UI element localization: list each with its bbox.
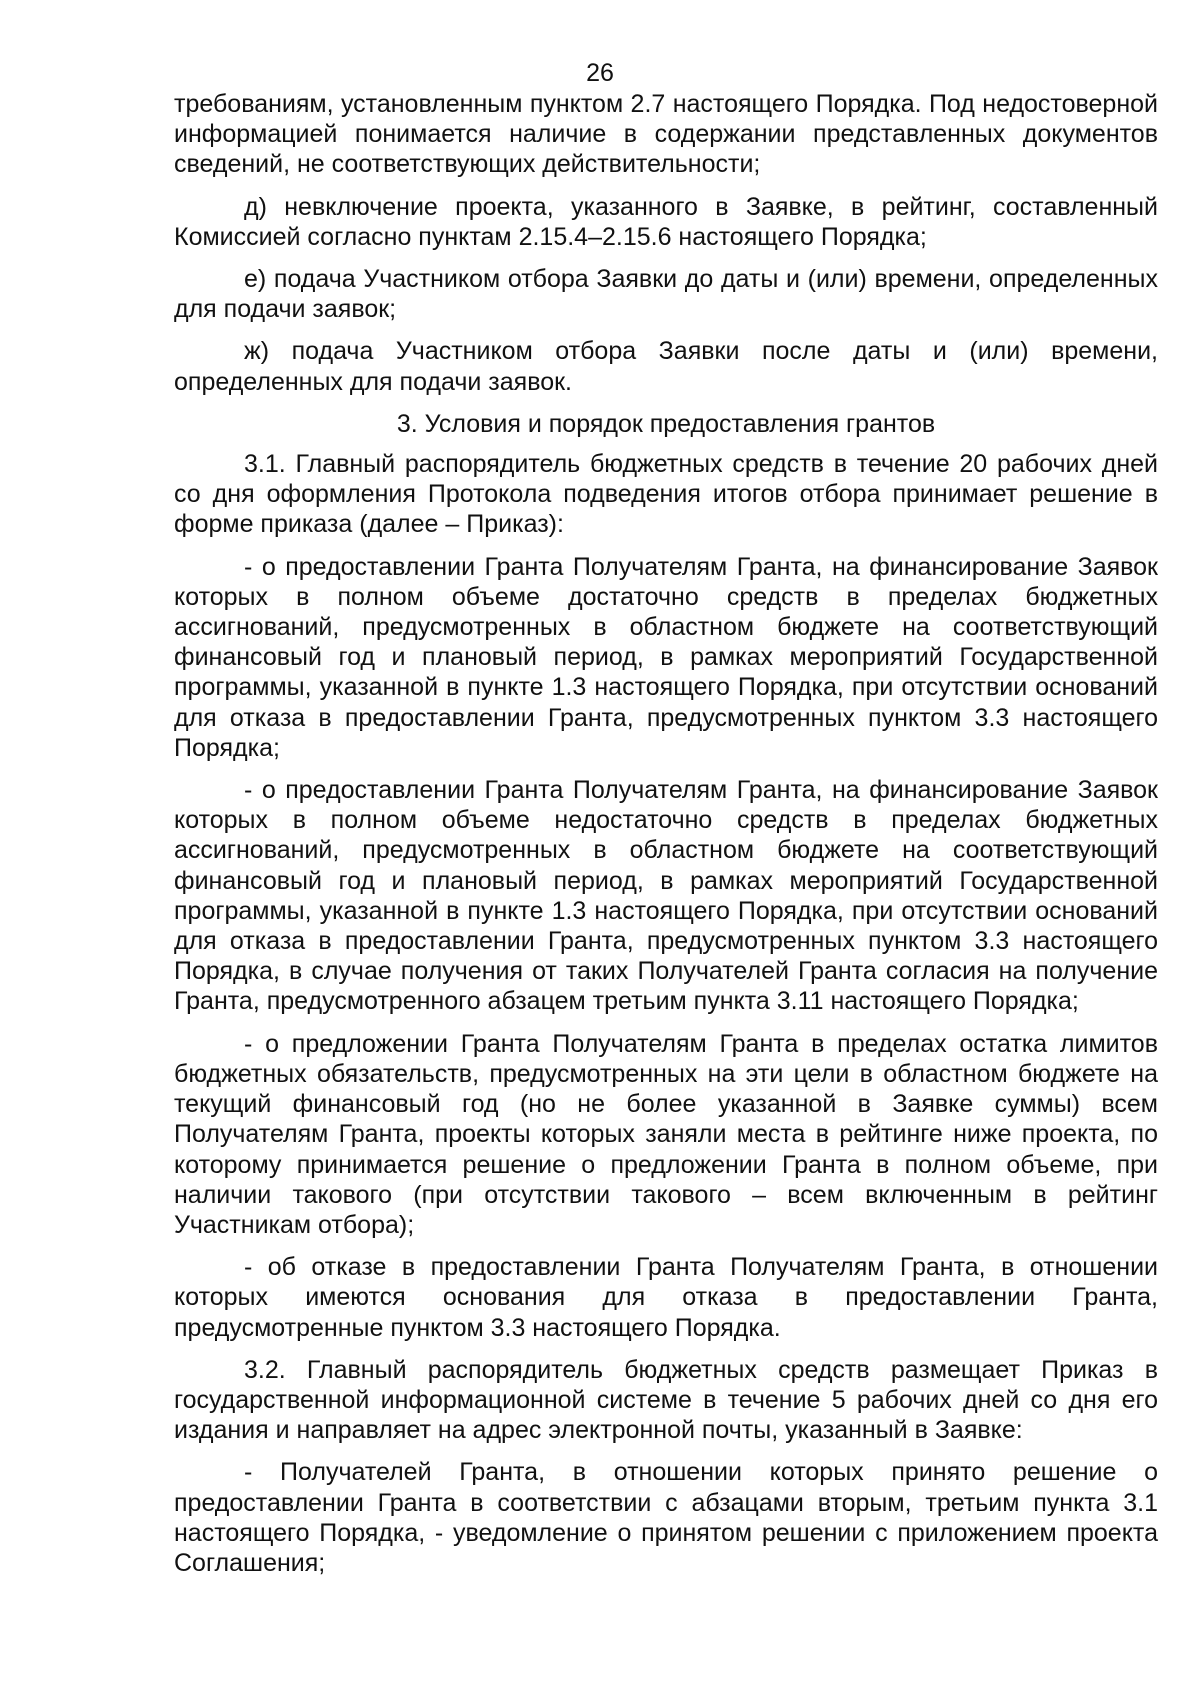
paragraph-bullet-2: - о предоставлении Гранта Получателям Гранта, на финансирование Заявок которых в полном объеме недостаточно средств в пределах бюджетных ассигнований, предусмотренных в областном бюджете на соответствующий финансовый год и плановый период, в рамках мероприятий Государственной программы, указанной в пункте 1.3 настоящего Порядка, при отсутствии оснований для отказа в предоставлении Гранта, предусмотренных пунктом 3.3 настоящего Порядка, в случае получения от таких Получателей Гранта согласия на получение Гранта, предусмотренного абзацем третьим пункта 3.11 настоящего Порядка; <box>174 776 1158 1016</box>
paragraph-bullet-1: - о предоставлении Гранта Получателям Гранта, на финансирование Заявок которых в полном объеме достаточно средств в пределах бюджетных ассигнований, предусмотренных в областном бюджете на соответствующий финансовый год и плановый период, в рамках мероприятий Государственной программы, указанной в пункте 1.3 настоящего Порядка, при отсутствии оснований для отказа в предоставлении Гранта, предусмотренных пунктом 3.3 настоящего Порядка; <box>174 552 1158 762</box>
page-number: 26 <box>586 59 614 87</box>
paragraph-item-zh: ж) подача Участником отбора Заявки после даты и (или) времени, определенных для подачи заявок. <box>174 337 1158 396</box>
paragraph-item-d: д) невключение проекта, указанного в Заявке, в рейтинг, составленный Комиссией согласно пунктам 2.15.4–2.15.6 настоящего Порядка; <box>174 192 1158 251</box>
paragraph-3-1: 3.1. Главный распорядитель бюджетных средств в течение 20 рабочих дней со дня оформления Протокола подведения итогов отбора принимает решение в форме приказа (далее – Приказ): <box>174 450 1158 539</box>
document-body <box>174 89 1158 1590</box>
paragraph-bullet-5: - Получателей Гранта, в отношении которых принято решение о предоставлении Гранта в соответствии с абзацами вторым, третьим пункта 3.1 настоящего Порядка, - уведомление о принятом решении с приложением проекта Соглашения; <box>174 1458 1158 1577</box>
paragraph-bullet-4: - об отказе в предоставлении Гранта Получателям Гранта, в отношении которых имеются основания для отказа в предоставлении Гранта, предусмотренные пунктом 3.3 настоящего Порядка. <box>174 1253 1158 1342</box>
paragraph-item-e: е) подача Участником отбора Заявки до даты и (или) времени, определенных для подачи заявок; <box>174 265 1158 324</box>
paragraph-continuation: требованиям, установленным пунктом 2.7 настоящего Порядка. Под недостоверной информацией понимается наличие в содержании представленных документов сведений, не соответствующих действительности; <box>174 90 1158 179</box>
paragraph-3-2: 3.2. Главный распорядитель бюджетных средств размещает Приказ в государственной информационной системе в течение 5 рабочих дней со дня его издания и направляет на адрес электронной почты, указанный в Заявке: <box>174 1355 1158 1445</box>
paragraph-bullet-3: - о предложении Гранта Получателям Гранта в пределах остатка лимитов бюджетных обязательств, предусмотренных на эти цели в областном бюджете на текущий финансовый год (но не более указанной в Заявке суммы) всем Получателям Гранта, проекты которых заняли места в рейтинге ниже проекта, по которому принимается решение о предложении Гранта в полном объеме, при наличии такового (при отсутствии такового – всем включенным в рейтинг Участникам отбора); <box>174 1029 1158 1239</box>
section-heading: 3. Условия и порядок предоставления грантов <box>396 409 936 438</box>
